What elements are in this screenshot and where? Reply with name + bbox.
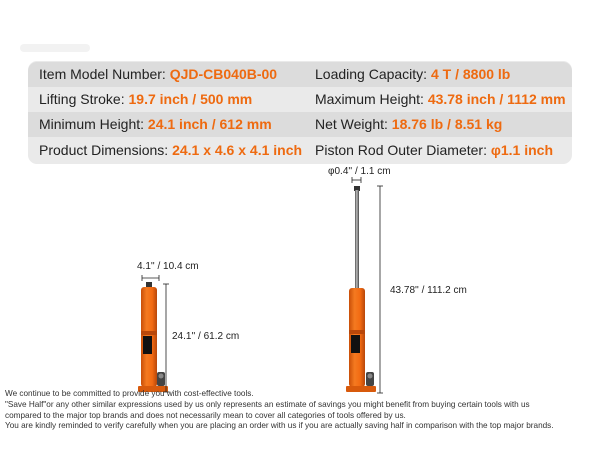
jack-label-plate xyxy=(351,335,360,353)
footnote-line: We continue to be committed to provide you with cost-effective tools. xyxy=(5,389,254,398)
spec-label: Net Weight: xyxy=(315,116,388,132)
footnote-line: "Save Half"or any other similar expressions used by us only represents an estimate of savings you might benefit from buying certain tools with us xyxy=(5,399,530,409)
footnote-line: You are kindly reminded to verify carefully when you are placing an order with us if you are actually saving half in comparison with the top major brands. xyxy=(5,421,554,431)
rod-diameter-label: φ0.4'' / 1.1 cm xyxy=(328,166,391,177)
base-width-label: 4.1'' / 10.4 cm xyxy=(137,261,199,272)
jack-label-plate xyxy=(143,336,152,354)
min-height-label: 24.1'' / 61.2 cm xyxy=(172,331,240,342)
spec-value: 43.78 inch / 1112 mm xyxy=(427,91,566,107)
spec-value: 4 T / 8800 lb xyxy=(430,66,511,82)
spec-label: Piston Rod Outer Diameter: xyxy=(315,142,487,158)
spec-label: Lifting Stroke: xyxy=(39,91,125,107)
spec-value: φ1.1 inch xyxy=(490,142,554,158)
max-height-label: 43.78'' / 111.2 cm xyxy=(390,285,467,296)
spec-label: Loading Capacity: xyxy=(315,66,428,82)
spec-label: Minimum Height: xyxy=(39,116,145,132)
piston-rod xyxy=(355,190,359,288)
spec-value: 18.76 lb / 8.51 kg xyxy=(391,116,503,132)
spec-value: 19.7 inch / 500 mm xyxy=(128,91,253,107)
spec-value: 24.1 x 4.6 x 4.1 inch xyxy=(172,142,303,158)
jack-retracted xyxy=(138,282,168,392)
spec-label: Product Dimensions: xyxy=(39,142,169,158)
valve-knob xyxy=(368,374,373,379)
spec-label: Maximum Height: xyxy=(315,91,424,107)
spec-value: QJD-CB040B-00 xyxy=(169,66,278,82)
disclaimer-footnote xyxy=(5,389,595,432)
spec-value: 24.1 inch / 612 mm xyxy=(147,116,272,132)
spec-label: Item Model Number: xyxy=(39,66,166,82)
jack-band xyxy=(349,330,365,334)
jack-band xyxy=(141,331,157,335)
footnote-line: compared to the major top brands and does not necessarily mean to cover all categories of tools offered by us. xyxy=(5,410,406,420)
jack-extended xyxy=(346,186,376,392)
valve-knob xyxy=(159,374,164,379)
